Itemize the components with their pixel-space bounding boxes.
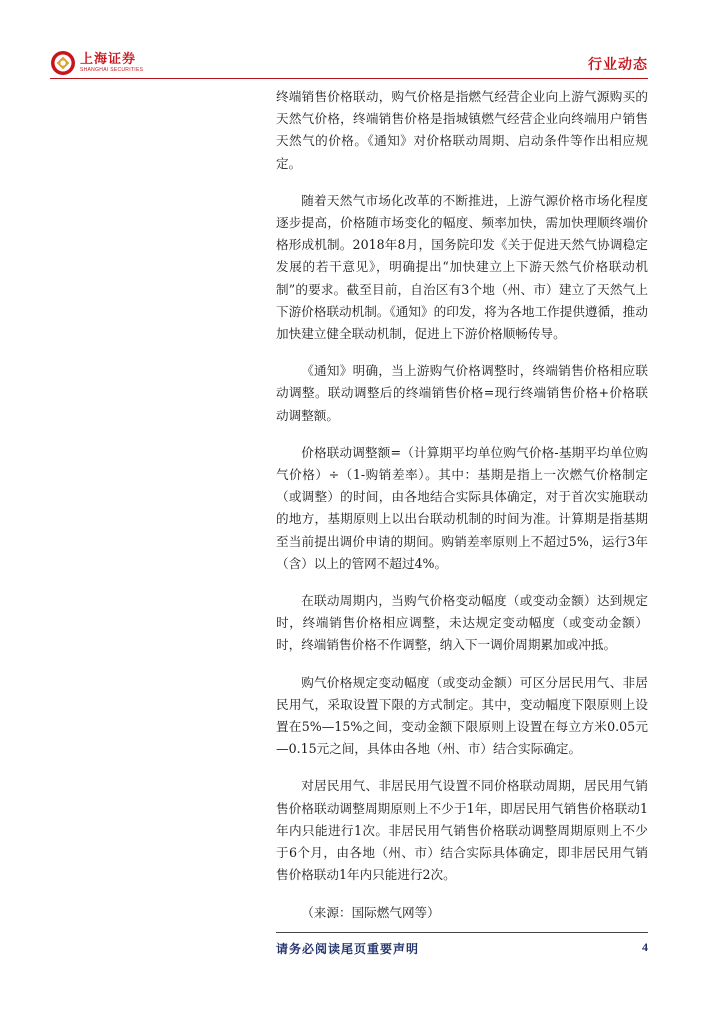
source-note: （来源：国际燃气网等） (301, 904, 440, 920)
disclaimer-notice[interactable]: 请务必阅读尾页重要声明 (276, 942, 420, 956)
paragraph-1: 终端销售价格联动，购气价格是指燃气经营企业向上游气源购买的天然气价格，终端销售价格是指城镇燃气经营企业向终端用户销售天然气的价格。《通知》对价格联动周期、启动条件等作出相应规定。 (276, 89, 648, 171)
page-header (50, 50, 648, 78)
footer-divider (276, 932, 648, 933)
paragraph-2: 随着天然气市场化改革的不断推进，上游气源价格市场化程度逐步提高，价格随市场变化的幅度、频率加快，需加快理顺终端价格形成机制。2018年8月，国务院印发《关于促进天然气协调稳定发展的若干意见》，明确提出“加快建立上下游天然气价格联动机制”的要求。截至目前，自治区有3个地（州、市）建立了天然气上下游价格联动机制。《通知》的印发，将为各地工作提供遵循，推动加快建立健全联动机制，促进上下游价格顺畅传导。 (276, 192, 648, 342)
paragraph-7: 对居民用气、非居民用气设置不同价格联动周期，居民用气销售价格联动调整周期原则上不少于1年，即居民用气销售价格联动1年内只能进行1次。非居民用气销售价格联动调整周期原则上不少于6个月，由各地（州、市）结合实际具体确定，即非居民用气销售价格联动1年内只能进行2次。 (276, 778, 648, 883)
paragraph-3: 《通知》明确，当上游购气价格调整时，终端销售价格相应联动调整。联动调整后的终端销售价格=现行终端销售价格+价格联动调整额。 (276, 363, 648, 423)
paragraph-6: 购气价格规定变动幅度（或变动金额）可区分居民用气、非居民用气，采取设置下限的方式制定。其中，变动幅度下限原则上设置在5%—15%之间，变动金额下限原则上设置在每立方米0.05元—0.15元之间，具体由各地（州、市）结合实际确定。 (276, 674, 648, 757)
header-divider (50, 78, 648, 79)
logo-english-name: SHANGHAI SECURITIES (80, 67, 144, 73)
company-logo (50, 50, 143, 76)
paragraph-4: 价格联动调整额=（计算期平均单位购气价格-基期平均单位购气价格）÷（1-购销差率）。其中：基期是指上一次燃气价格制定（或调整）的时间，由各地结合实际具体确定，对于首次实施联动的地方，基期原则上以出台联动机制的时间为准。计算期是指基期至当前提出调价申请的期间。购销差率原则上不超过5%，运行3年（含）以上的管网不超过4%。 (276, 444, 648, 571)
article-body (276, 86, 648, 924)
paragraph-5: 在联动周期内，当购气价格变动幅度（或变动金额）达到规定时，终端销售价格相应调整，未达规定变动幅度（或变动金额）时，终端销售价格不作调整，纳入下一调价周期累加或冲抵。 (276, 593, 648, 653)
section-title: 行业动态 (588, 57, 648, 73)
logo-emblem-icon (50, 50, 76, 76)
logo-chinese-name: 上海证券 (80, 52, 137, 67)
page-number: 4 (642, 940, 648, 954)
